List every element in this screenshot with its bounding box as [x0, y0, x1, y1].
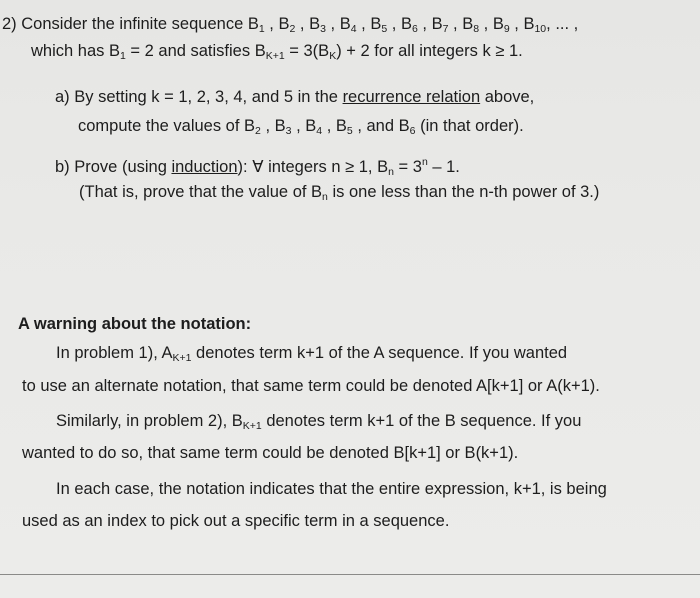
sequence-term-subscript: 2 — [289, 23, 296, 35]
warning-p2-text-pre: Similarly, in problem 2), B — [56, 412, 243, 430]
sequence-term — [462, 15, 479, 33]
term-separator: , — [291, 117, 306, 135]
sequence-separator: , — [448, 15, 463, 33]
sequence-term-letter: B — [431, 15, 443, 33]
term-subscript: 5 — [346, 125, 353, 137]
part-a-label: a) — [55, 88, 70, 106]
part-a-line-1 — [55, 87, 534, 107]
sequence-term-subscript: 10 — [534, 23, 547, 35]
sequence-list — [248, 15, 546, 33]
term-subscript: 3 — [285, 125, 292, 137]
sequence-term — [523, 15, 546, 33]
term-letter: B — [305, 117, 317, 135]
sequence-term-subscript: 4 — [350, 23, 357, 35]
part-b-equals: = 3 — [393, 158, 422, 176]
warning-p1-text-post: denotes term k+1 of the A sequence. If you wanted — [191, 344, 568, 362]
sequence-term — [401, 15, 418, 33]
b1-letter: B — [108, 42, 120, 60]
warning-p3-line-1: In each case, the notation indicates that the entire expression, k+1, is being — [56, 480, 607, 498]
term-letter: B — [335, 117, 347, 135]
sequence-term-letter: B — [309, 15, 321, 33]
sequence-term — [278, 15, 295, 33]
recurrence-relation-link[interactable]: recurrence relation — [342, 88, 481, 106]
terms-list — [244, 117, 524, 135]
sequence-term-letter: B — [370, 15, 382, 33]
part-b-text-post: – 1. — [427, 158, 460, 176]
part-b-line-2-subscript: n — [322, 191, 328, 203]
sequence-term — [309, 15, 326, 33]
part-b-label: b) — [55, 158, 70, 176]
warning-p2-line-2: wanted to do so, that same term could be denoted B[k+1] or B(k+1). — [22, 444, 519, 462]
part-b-line-1 — [55, 152, 460, 182]
part-a-line-2 — [78, 116, 524, 141]
sequence-term — [340, 15, 357, 33]
term-letter: B — [244, 117, 256, 135]
sequence-term-letter: B — [278, 15, 290, 33]
sequence-term-subscript: 9 — [503, 23, 510, 35]
part-a-text-post: above, — [480, 88, 535, 106]
bk1-subscript: K+1 — [265, 50, 285, 62]
sequence-term-letter: B — [247, 15, 259, 33]
warning-p2-text-post: denotes term k+1 of the B sequence. If you — [261, 412, 582, 430]
term-separator: , — [322, 117, 336, 135]
part-a-line-2-text: compute the values of — [78, 117, 245, 135]
problem-line-2 — [31, 41, 523, 66]
part-b-line-2-text-post: is one less than the n-th power of 3.) — [327, 183, 600, 201]
sequence-term — [370, 15, 387, 33]
sequence-term — [248, 15, 265, 33]
sequence-separator: , — [479, 15, 493, 33]
problem-line-2-text-a: which has — [31, 42, 109, 60]
bottom-divider — [0, 574, 700, 575]
sequence-term-subscript: 1 — [258, 23, 265, 35]
sequence-term-subscript: 6 — [411, 23, 418, 35]
sequence-term-subscript: 7 — [442, 23, 449, 35]
problem-number: 2) — [2, 15, 17, 33]
term-separator: , — [260, 117, 275, 135]
sequence-separator: , — [509, 15, 524, 33]
sequence-separator: , — [387, 15, 401, 33]
bk-subscript: K — [329, 50, 337, 62]
term-subscript: 4 — [316, 125, 323, 137]
b1-subscript: 1 — [119, 50, 126, 62]
bn-subscript: n — [388, 166, 394, 178]
warning-title: A warning about the notation: — [18, 315, 252, 333]
part-a-text-pre: By setting k = 1, 2, 3, 4, and 5 in the — [69, 88, 343, 106]
sequence-term-letter: B — [462, 15, 474, 33]
sequence-term — [432, 15, 449, 33]
problem-line-2-text-c: = 3(B — [284, 42, 330, 60]
warning-p1-line-2: to use an alternate notation, that same term could be denoted A[k+1] or A(k+1). — [22, 377, 600, 395]
problem-line-1 — [2, 14, 578, 39]
term-separator: (in that order). — [415, 117, 524, 135]
problem-line-2-text-d: ) + 2 for all integers k ≥ 1. — [336, 42, 523, 60]
sequence-term-letter: B — [339, 15, 351, 33]
term-subscript: 6 — [409, 125, 416, 137]
problem-intro-text: Consider the infinite sequence — [21, 15, 248, 33]
term-letter: B — [398, 117, 410, 135]
warning-p1-line-1 — [56, 343, 567, 368]
sequence-term-letter: B — [492, 15, 504, 33]
sequence-tail: , ... , — [546, 15, 579, 33]
warning-p2-line-1 — [56, 411, 581, 436]
problem-line-2-text-b: = 2 and satisfies — [125, 42, 255, 60]
sequence-term-subscript: 5 — [381, 23, 388, 35]
term-subscript: 2 — [255, 125, 261, 137]
sequence-separator: , — [295, 15, 310, 33]
sequence-separator: , — [325, 15, 340, 33]
part-b-line-2-text-pre: (That is, prove that the value of B — [79, 183, 323, 201]
ak1-subscript: K+1 — [172, 352, 192, 364]
part-b-line-2 — [79, 182, 599, 207]
term-letter: B — [274, 117, 286, 135]
sequence-term-subscript: 3 — [320, 23, 326, 35]
sequence-separator: , — [264, 15, 279, 33]
sequence-term — [493, 15, 510, 33]
warning-p1-text-pre: In problem 1), A — [56, 344, 173, 362]
warning-p3-line-2: used as an index to pick out a specific term in a sequence. — [22, 512, 450, 530]
bk1-warning-subscript: K+1 — [242, 420, 262, 432]
part-b-text-pre: Prove (using — [69, 158, 172, 176]
induction-link[interactable]: induction — [171, 158, 238, 176]
sequence-separator: , — [417, 15, 432, 33]
sequence-term-letter: B — [523, 15, 535, 33]
sequence-term-letter: B — [400, 15, 412, 33]
part-b-text-mid: ): ∀ integers n ≥ 1, B — [237, 158, 389, 176]
sequence-separator: , — [356, 15, 371, 33]
bk1-letter: B — [254, 42, 266, 60]
term-separator: , and — [352, 117, 399, 135]
sequence-term-subscript: 8 — [473, 23, 480, 35]
exponent-n: n — [421, 156, 428, 168]
